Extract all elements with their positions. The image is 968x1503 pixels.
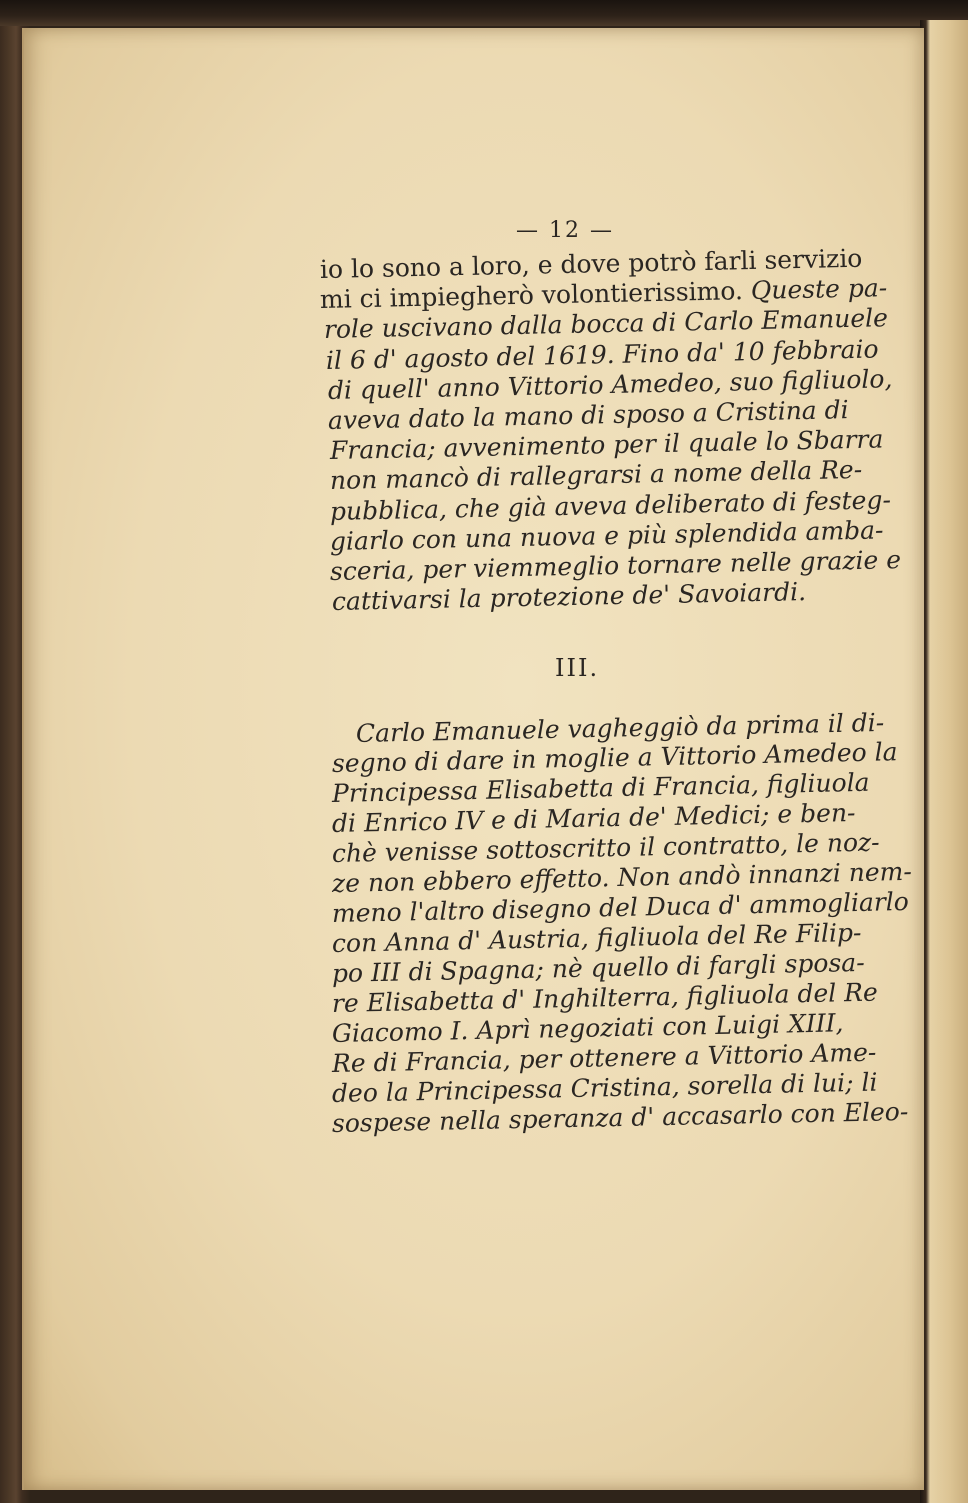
italic-text: il 6 d' agosto del 1619. Fino da' 10 febbraio bbox=[325, 334, 879, 375]
italic-text: giarlo con una nuova e più splendida amba- bbox=[329, 515, 884, 556]
italic-text: di quell' anno Vittorio Amedeo, suo figliuolo, bbox=[327, 363, 893, 405]
italic-text: role uscivano dalla bocca di Carlo Emanuele bbox=[323, 303, 889, 345]
text-line: meno l'altro disegno del Duca d' ammogliarlo bbox=[331, 886, 910, 928]
text-line: po III di Spagna; nè quello di fargli sposa- bbox=[331, 947, 865, 988]
text-line: Principessa Elisabetta di Francia, figliuola bbox=[331, 767, 870, 808]
text-line: deo la Principessa Cristina, sorella di lui; li bbox=[331, 1067, 878, 1108]
italic-text: pubblica, che già aveva deliberato di festeg- bbox=[329, 484, 892, 526]
italic-text: Queste pa- bbox=[750, 273, 888, 306]
italic-text: cattivarsi la protezione de' Savoiardi. bbox=[331, 577, 807, 617]
italic-text: non mancò di rallegrarsi a nome della Re- bbox=[329, 455, 863, 496]
text-line: ze non ebbero effetto. Non andò innanzi nem- bbox=[331, 856, 913, 898]
section-heading: III. bbox=[555, 654, 600, 682]
book-top-edge bbox=[0, 0, 968, 26]
roman-text: mi ci impiegherò volontierissimo. bbox=[319, 276, 752, 315]
text-line: sospese nella speranza d' accasarlo con Eleo- bbox=[331, 1096, 909, 1138]
text-line: chè venisse sottoscritto il contratto, le noz- bbox=[331, 827, 880, 868]
italic-text: sceria, per viemmeglio tornare nelle grazie e bbox=[329, 545, 902, 586]
facing-page-edge bbox=[920, 20, 968, 1503]
italic-text: aveva dato la mano di sposo a Cristina di bbox=[327, 395, 849, 435]
roman-text: io lo sono a loro, e dove potrò farli servizio bbox=[319, 243, 863, 284]
text-line: con Anna d' Austria, figliuola del Re Filip- bbox=[331, 917, 862, 958]
page-number: — 12 — bbox=[516, 218, 614, 243]
text-line: segno di dare in moglie a Vittorio Amedeo la bbox=[331, 737, 898, 778]
text-line: Carlo Emanuele vagheggiò da prima il di- bbox=[355, 707, 885, 748]
italic-text: Francia; avvenimento per il quale lo Sbarra bbox=[329, 424, 884, 466]
text-line: Giacomo I. Aprì negoziati con Luigi XIII, bbox=[331, 1008, 844, 1048]
text-line: re Elisabetta d' Inghilterra, figliuola del Re bbox=[331, 977, 879, 1018]
text-line: di Enrico IV e di Maria de' Medici; e ben- bbox=[331, 798, 856, 838]
text-line: Re di Francia, per ottenere a Vittorio Ame- bbox=[331, 1037, 877, 1078]
